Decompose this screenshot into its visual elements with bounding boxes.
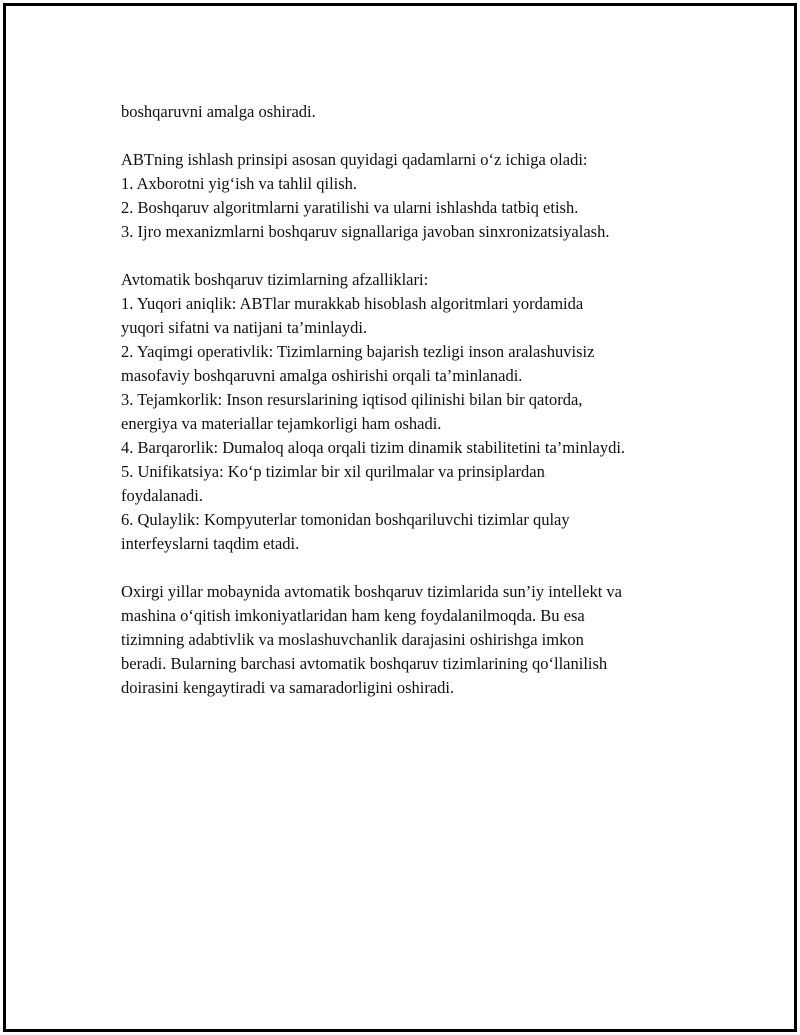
- list-item-continuation: interfeyslarni taqdim etadi.: [121, 534, 300, 553]
- paragraph-abt-principles: [121, 148, 721, 244]
- text-line: beradi. Bularning barchasi avtomatik boshqaruv tizimlarining qo‘llanilish: [121, 654, 608, 673]
- list-item-continuation: masofaviy boshqaruvni amalga oshirishi orqali ta’minlanadi.: [121, 366, 523, 385]
- list-item: 2. Boshqaruv algoritmlarni yaratilishi va ularni ishlashda tatbiq etish.: [121, 198, 579, 217]
- list-item: 6. Qulaylik: Kompyuterlar tomonidan boshqariluvchi tizimlar qulay: [121, 510, 570, 529]
- text-line: ABTning ishlash prinsipi asosan quyidagi qadamlarni o‘z ichiga oladi:: [121, 150, 588, 169]
- list-item: 4. Barqarorlik: Dumaloq aloqa orqali tizim dinamik stabilitetini ta’minlaydi.: [121, 438, 626, 457]
- list-item: 1. Axborotni yig‘ish va tahlil qilish.: [121, 174, 358, 193]
- text-line: Avtomatik boshqaruv tizimlarning afzalliklari:: [121, 270, 429, 289]
- paragraph-advantages: [121, 268, 721, 556]
- list-item-continuation: energiya va materiallar tejamkorligi ham oshadi.: [121, 414, 442, 433]
- text-line: boshqaruvni amalga oshiradi.: [121, 102, 316, 121]
- list-item-continuation: foydalanadi.: [121, 486, 204, 505]
- text-line: mashina o‘qitish imkoniyatlaridan ham keng foydalanilmoqda. Bu esa: [121, 606, 585, 625]
- paragraph-ai-conclusion: [121, 580, 721, 700]
- list-item: 2. Yaqimgi operativlik: Tizimlarning bajarish tezligi inson aralashuvisiz: [121, 342, 595, 361]
- paragraph-gap: [121, 244, 721, 268]
- paragraph-gap: [121, 556, 721, 580]
- list-item-continuation: yuqori sifatni va natijani ta’minlaydi.: [121, 318, 368, 337]
- paragraph-gap: [121, 124, 721, 148]
- list-item: 5. Unifikatsiya: Ko‘p tizimlar bir xil qurilmalar va prinsiplardan: [121, 462, 545, 481]
- list-item: 1. Yuqori aniqlik: ABTlar murakkab hisoblash algoritmlari yordamida: [121, 294, 584, 313]
- text-line: Oxirgi yillar mobaynida avtomatik boshqaruv tizimlarida sun’iy intellekt va: [121, 582, 623, 601]
- paragraph-continuation: [121, 100, 721, 124]
- text-line: doirasini kengaytiradi va samaradorligini oshiradi.: [121, 678, 455, 697]
- page-frame: [3, 3, 797, 1032]
- text-line: tizimning adabtivlik va moslashuvchanlik darajasini oshirishga imkon: [121, 630, 584, 649]
- document-body: [121, 100, 721, 700]
- list-item: 3. Tejamkorlik: Inson resurslarining iqtisod qilinishi bilan bir qatorda,: [121, 390, 583, 409]
- list-item: 3. Ijro mexanizmlarni boshqaruv signallariga javoban sinxronizatsiyalash.: [121, 222, 610, 241]
